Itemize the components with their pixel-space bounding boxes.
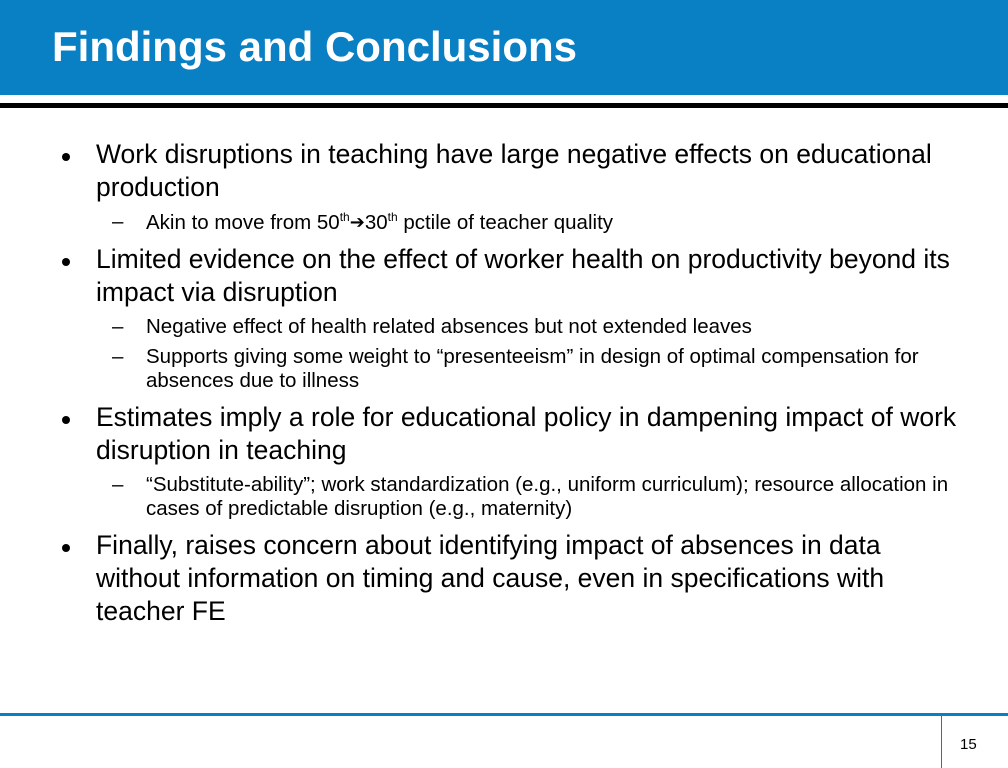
bullet-text: Finally, raises concern about identifying impact of absences in data without information on timing and cause, even in specifications with teacher FE <box>96 530 885 626</box>
dash-icon: – <box>112 345 124 368</box>
slide-content <box>62 138 962 628</box>
footer-divider <box>941 716 942 768</box>
bullet-dot-icon <box>62 258 70 266</box>
sub-bullet-item <box>62 210 962 235</box>
bullet-dot-icon <box>62 416 70 424</box>
title-bar <box>0 0 1008 95</box>
sub-bullet-text: Negative effect of health related absences but not extended leaves <box>146 315 752 338</box>
sub-bullet-text-part: Akin to move from 50 <box>146 211 340 234</box>
right-arrow-icon: ➔ <box>349 212 365 232</box>
bullet-text: Work disruptions in teaching have large negative effects on educational production <box>96 139 932 202</box>
sub-bullet-text: Supports giving some weight to “presenteeism” in design of optimal compensation for absences due to illness <box>146 345 919 392</box>
footer-rule <box>0 713 1008 716</box>
page-number: 15 <box>960 736 977 753</box>
bullet-item <box>62 401 962 467</box>
sub-bullet-text-part: pctile of teacher quality <box>397 211 614 234</box>
sub-bullet-text-part: 30 <box>364 211 388 234</box>
bullet-dot-icon <box>62 153 70 161</box>
sub-bullet-item <box>62 473 962 521</box>
ordinal-superscript: th <box>339 210 350 225</box>
slide-title: Findings and Conclusions <box>52 23 577 70</box>
bullet-item <box>62 243 962 309</box>
sub-bullet-item <box>62 345 962 393</box>
dash-icon: – <box>112 210 124 233</box>
sub-bullet-text: “Substitute-ability”; work standardization (e.g., uniform curriculum); resource allocation in cases of predictable disruption (e.g., maternity) <box>146 473 949 520</box>
bullet-text: Estimates imply a role for educational policy in dampening impact of work disruption in teaching <box>96 402 957 465</box>
sub-bullet-item <box>62 315 962 339</box>
bullet-text: Limited evidence on the effect of worker health on productivity beyond its impact via disruption <box>96 244 950 307</box>
bullet-item <box>62 138 962 204</box>
ordinal-superscript: th <box>387 210 398 225</box>
title-underline <box>0 103 1008 108</box>
bullet-item <box>62 529 962 628</box>
dash-icon: – <box>112 315 124 338</box>
dash-icon: – <box>112 473 124 496</box>
bullet-dot-icon <box>62 544 70 552</box>
